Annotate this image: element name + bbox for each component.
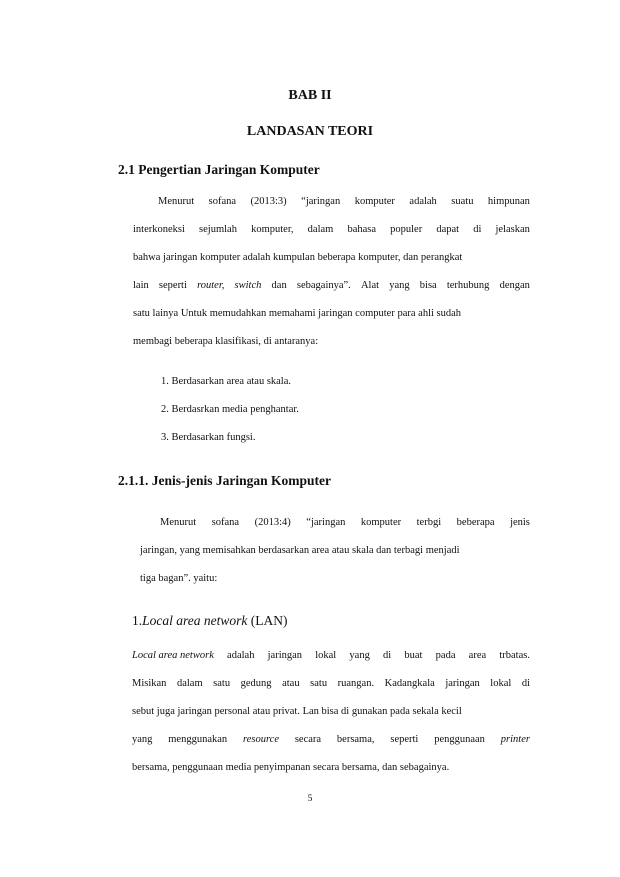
paragraph-line: bersama, penggunaan media penyimpanan secara bersama, dan sebagainya. — [132, 762, 450, 773]
chapter-title: BAB II — [288, 88, 332, 103]
chapter-subtitle: LANDASAN TEORI — [246, 124, 374, 139]
list-item: 1. Berdasarkan area atau skala. — [161, 376, 292, 387]
list-item: 3. Berdasarkan fungsi. — [161, 432, 256, 443]
subsection-heading: 2.1.1. Jenis-jenis Jaringan Komputer — [118, 473, 332, 488]
paragraph-line: yang menggunakan resource secara bersama, seperti penggunaan printer — [132, 734, 530, 745]
section-heading: 2.1 Pengertian Jaringan Komputer — [118, 162, 320, 177]
paragraph-line: tiga bagan”. yaitu: — [140, 573, 218, 584]
paragraph-line: Menurut sofana (2013:3) “jaringan komputer adalah suatu himpunan — [158, 196, 530, 207]
paragraph-line: Misikan dalam satu gedung atau satu ruangan. Kadangkala jaringan lokal di — [132, 678, 530, 689]
paragraph-line: Menurut sofana (2013:4) “jaringan komputer terbgi beberapa jenis — [160, 517, 530, 528]
list-item: 2. Berdasrkan media penghantar. — [161, 404, 299, 415]
paragraph-line: jaringan, yang memisahkan berdasarkan area atau skala dan terbagi menjadi — [140, 545, 460, 556]
paragraph-line: lain seperti router, switch dan sebagainya”. Alat yang bisa terhubung dengan — [133, 280, 530, 291]
page-number: 5 — [307, 794, 313, 804]
paragraph-line: interkoneksi sejumlah komputer, dalam bahasa populer dapat di jelaskan — [133, 224, 530, 235]
lan-heading: 1.Local area network (LAN) — [132, 613, 288, 628]
paragraph-line: Local area network adalah jaringan lokal yang di buat pada area trbatas. — [132, 650, 530, 661]
paragraph-line: sebut juga jaringan personal atau privat. Lan bisa di gunakan pada sekala kecil — [132, 706, 462, 717]
paragraph-line: bahwa jaringan komputer adalah kumpulan beberapa komputer, dan perangkat — [133, 252, 463, 263]
paragraph-line: membagi beberapa klasifikasi, di antaranya: — [133, 336, 319, 347]
paragraph-line: satu lainya Untuk memudahkan memahami jaringan computer para ahli sudah — [133, 308, 462, 319]
